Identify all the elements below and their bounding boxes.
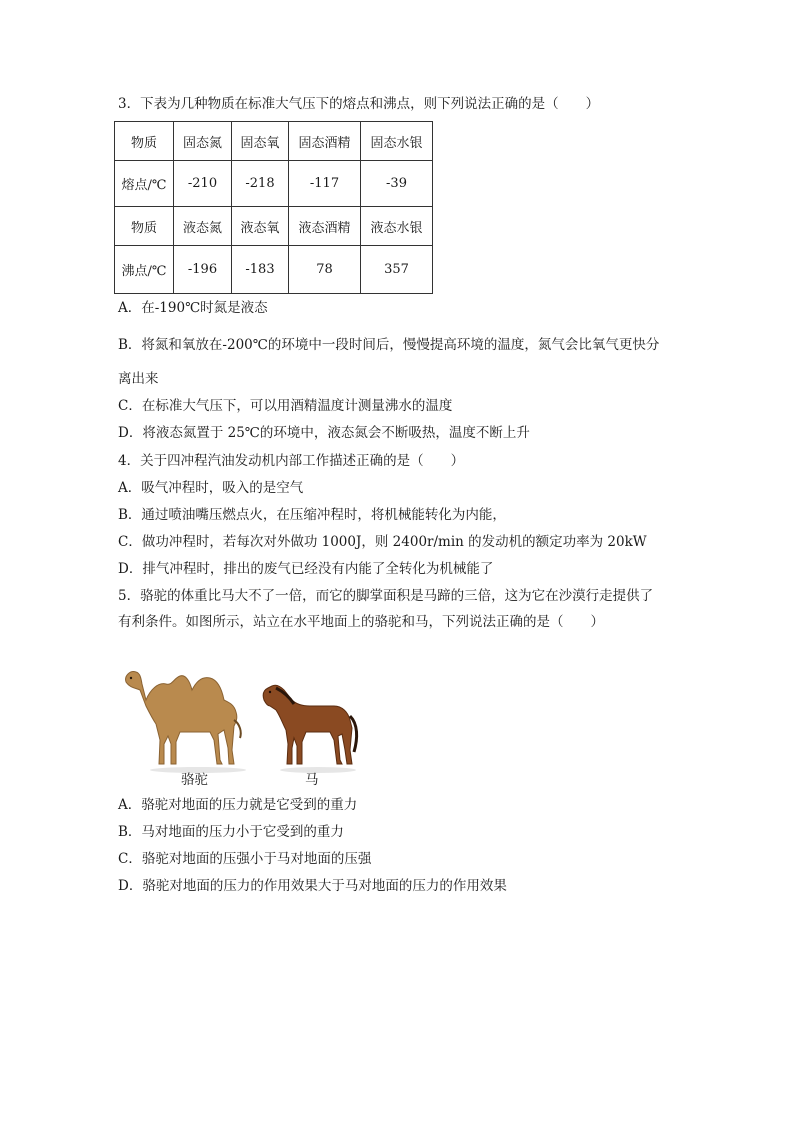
q3-option-b-continued: 离出来 <box>118 371 159 387</box>
q4-option-c: C．做功冲程时，若每次对外做功 1000J，则 2400r/min 的发动机的额定功率为 20kW <box>118 534 647 550</box>
q3-option-d: D．将液态氮置于 25℃的环境中，液态氮会不断吸热，温度不断上升 <box>118 425 530 441</box>
table-row <box>115 122 433 161</box>
table-row <box>115 207 433 246</box>
table-row <box>115 246 433 294</box>
table-cell: 熔点/℃ <box>115 161 174 207</box>
table-cell: 液态酒精 <box>289 207 361 246</box>
table-cell: 沸点/℃ <box>115 246 174 294</box>
q3-option-b: B．将氮和氧放在-200℃的环境中一段时间后，慢慢提高环境的温度，氮气会比氧气更快分 <box>118 337 660 353</box>
table-cell: -196 <box>174 246 232 294</box>
q5-option-b: B．马对地面的压力小于它受到的重力 <box>118 824 344 840</box>
q4-stem: 4．关于四冲程汽油发动机内部工作描述正确的是（ ） <box>118 453 465 469</box>
horse-image <box>263 685 356 773</box>
q5-stem-continued: 有利条件。如图所示，站立在水平地面上的骆驼和马，下列说法正确的是（ ） <box>118 614 604 630</box>
table-cell: -210 <box>174 161 232 207</box>
q5-stem: 5．骆驼的体重比马大不了一倍，而它的脚掌面积是马蹄的三倍，这为它在沙漠行走提供了 <box>118 588 654 604</box>
table-cell: 357 <box>361 246 433 294</box>
q3-option-a: A．在-190℃时氮是液态 <box>118 300 268 316</box>
table-cell: 物质 <box>115 122 174 161</box>
q4-option-b: B．通过喷油嘴压燃点火，在压缩冲程时，将机械能转化为内能， <box>118 507 506 523</box>
horse-caption: 马 <box>305 772 319 788</box>
q4-option-a: A．吸气冲程时，吸入的是空气 <box>118 480 304 496</box>
q5-option-a: A．骆驼对地面的压力就是它受到的重力 <box>118 797 358 813</box>
camel-image <box>126 672 246 773</box>
q3-stem: 3．下表为几种物质在标准大气压下的熔点和沸点，则下列说法正确的是（ ） <box>118 96 600 112</box>
table-row <box>115 161 433 207</box>
table-cell: -117 <box>289 161 361 207</box>
table-cell: -183 <box>232 246 289 294</box>
table-cell: 固态水银 <box>361 122 433 161</box>
camel-horse-figure <box>118 660 368 790</box>
q4-option-d: D．排气冲程时，排出的废气已经没有内能了全转化为机械能了 <box>118 561 494 577</box>
table-cell: -218 <box>232 161 289 207</box>
q3-option-c: C．在标准大气压下，可以用酒精温度计测量沸水的温度 <box>118 398 453 414</box>
table-cell: 液态氮 <box>174 207 232 246</box>
q5-option-c: C．骆驼对地面的压强小于马对地面的压强 <box>118 851 372 867</box>
table-cell: 固态酒精 <box>289 122 361 161</box>
table-cell: 78 <box>289 246 361 294</box>
table-cell: 液态氧 <box>232 207 289 246</box>
q5-option-d: D．骆驼对地面的压力的作用效果大于马对地面的压力的作用效果 <box>118 878 507 894</box>
table-cell: 物质 <box>115 207 174 246</box>
table-cell: 固态氮 <box>174 122 232 161</box>
camel-caption: 骆驼 <box>181 772 208 788</box>
melting-boiling-table <box>114 121 433 294</box>
table-cell: 液态水银 <box>361 207 433 246</box>
table-cell: 固态氧 <box>232 122 289 161</box>
table-cell: -39 <box>361 161 433 207</box>
